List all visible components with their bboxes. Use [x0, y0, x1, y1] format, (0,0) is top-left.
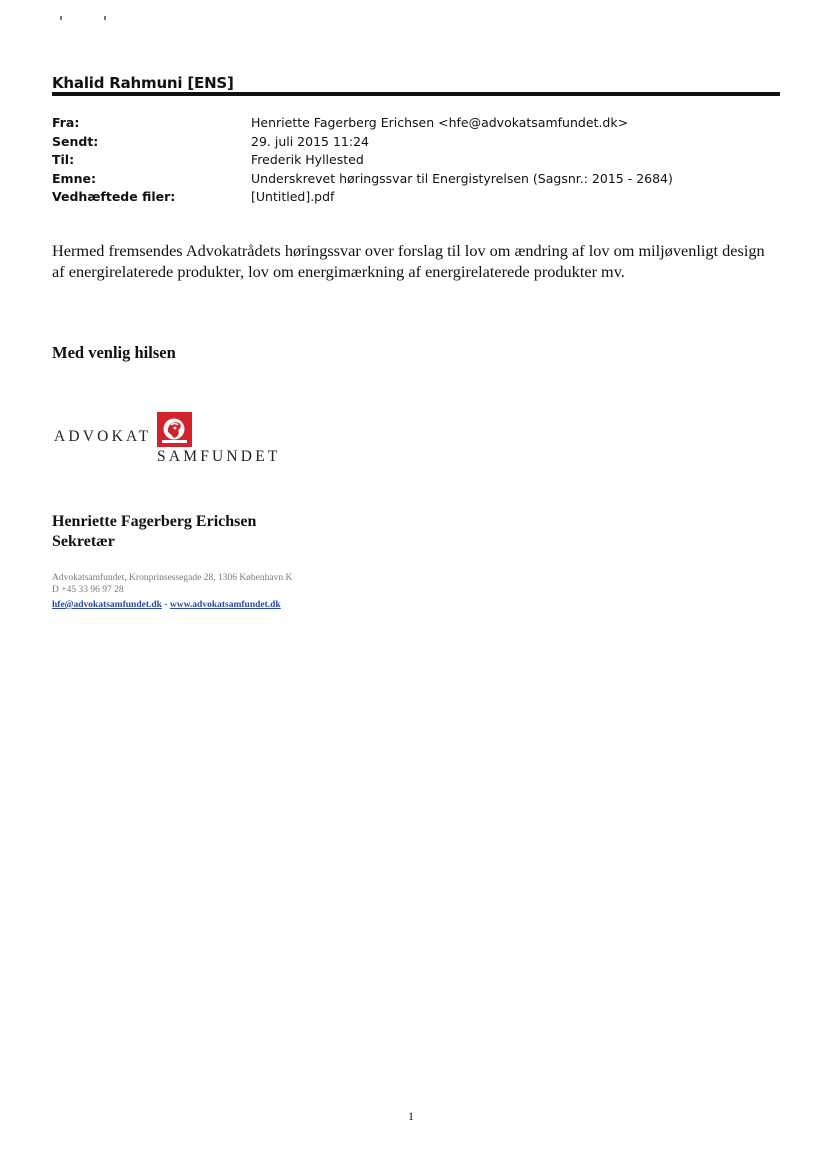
attachments-label: Vedhæftede filer: [52, 189, 176, 204]
sent-value: 29. juli 2015 11:24 [251, 133, 369, 149]
to-label: Til: [52, 152, 75, 167]
signature-address: Advokatsamfundet, Kronprinsessegade 28, 1306 København K [52, 573, 293, 583]
header-row-sent [52, 133, 772, 152]
logo-word-advokat: ADVOKAT [54, 428, 152, 445]
scan-speck [60, 16, 62, 20]
advokatsamfundet-logo [52, 412, 302, 472]
signature-name: Henriette Fagerberg Erichsen [52, 513, 257, 530]
to-value: Frederik Hyllested [251, 152, 364, 167]
from-label: Fra: [52, 115, 80, 130]
email-link[interactable]: hfe@advokatsamfundet.dk [52, 600, 162, 610]
header-row-subject [52, 170, 772, 189]
from-value: Henriette Fagerberg Erichsen <hfe@advokatsamfundet.dk> [251, 115, 629, 130]
header-row-from [52, 114, 772, 133]
greeting: Med venlig hilsen [52, 343, 176, 362]
signature-links [52, 599, 281, 611]
page-number: 1 [408, 1109, 414, 1123]
website-link[interactable]: www.advokatsamfundet.dk [169, 600, 281, 610]
header-row-attachments [52, 188, 772, 207]
email-header [52, 114, 772, 207]
attachment-file[interactable]: [Untitled].pdf [251, 189, 335, 204]
email-body: Hermed fremsendes Advokatrådets høringssvar over forslag til lov om ændring af lov om miljøvenligt design af energirelaterede produkter, lov om energimærkning af energirelaterede produkter mv. [52, 241, 765, 281]
logo-word-samfundet: SAMFUNDET [157, 448, 281, 465]
subject-value: Underskrevet høringssvar til Energistyrelsen (Sagsnr.: 2015 - 2684) [251, 170, 673, 186]
advokatsamfundet-emblem-icon [157, 412, 192, 447]
mailbox-owner: Khalid Rahmuni [ENS] [52, 74, 234, 92]
sent-label: Sendt: [52, 133, 99, 149]
signature-title: Sekretær [52, 533, 115, 550]
signature-contact [52, 572, 292, 596]
header-row-to [52, 151, 772, 170]
link-separator: - [164, 600, 168, 610]
signature-phone: D +45 33 96 97 28 [52, 585, 124, 595]
subject-label: Emne: [52, 170, 96, 186]
scan-speck [104, 16, 106, 20]
header-divider [52, 92, 780, 96]
